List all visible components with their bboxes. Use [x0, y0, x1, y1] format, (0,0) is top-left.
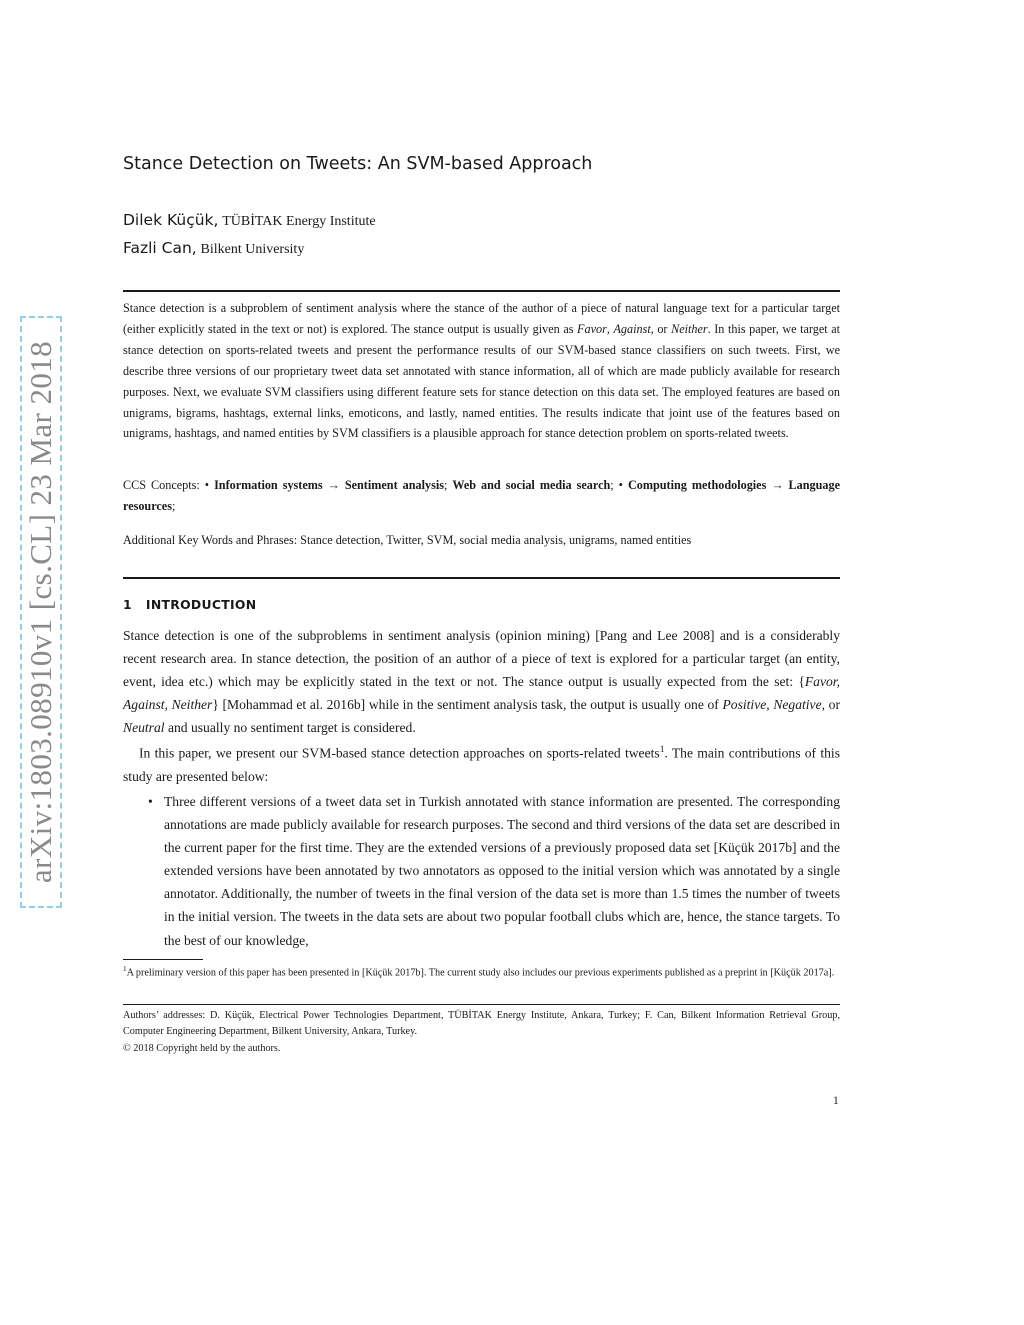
keywords: Additional Key Words and Phrases: Stance detection, Twitter, SVM, social media analysis, unigrams, named entities: [123, 533, 692, 547]
footnote-divider: [123, 959, 203, 960]
section-heading: [123, 597, 256, 612]
bottom-rule: [123, 577, 840, 579]
section-title: INTRODUCTION: [145, 597, 257, 612]
list-item: Three different versions of a tweet data set in Turkish annotated with stance information are presented. The corresponding annotations are made publicly available for research purposes. The second and third versions of the data set are described in the current paper for the first time. They are the extended versions of a previously proposed data set [Küçük 2017b] and the extended versions have been annotated by two annotators as opposed to the initial version which was annotated by a single annotator. Additionally, the number of tweets in the final version of the data set is more than 1.5 times the number of tweets in the initial version. The tweets in the data sets are about two popular football clubs which are, hence, the stance targets. To the best of our knowledge,: [164, 794, 840, 948]
authors-addresses: Authors’ addresses: D. Küçük, Electrical Power Technologies Department, TÜBİTAK Energy Institute, Ankara, Turkey; F. Can, Bilkent Information Retrieval Group, Computer Engineering Department, Bilkent University, Ankara, Turkey.: [123, 1010, 840, 1037]
paper-title: Stance Detection on Tweets: An SVM-based Approach: [123, 154, 593, 174]
paragraph-2: In this paper, we present our SVM-based stance detection approaches on sports-related tweets$^1$. The main contributions of this study are presented below:: [123, 745, 840, 784]
top-rule: [123, 290, 840, 292]
footnote-ref[interactable]: 1: [659, 745, 665, 755]
footnote: $^1$A preliminary version of this paper has been presented in [Küçük 2017b]. The current study also includes our previous experiments published as a preprint in [Küçük 2017a].: [123, 965, 835, 979]
addresses-divider: [123, 1004, 840, 1005]
ccs-concepts: CCS Concepts: • Information systems → Sentiment analysis; Web and social media search; • Computing methodologies → Language resources;: [123, 478, 840, 513]
copyright-notice: © 2018 Copyright held by the authors.: [123, 1043, 281, 1054]
arxiv-identifier: arXiv:1803.08910v1 [cs.CL] 23 Mar 2018: [23, 340, 58, 884]
author-2: [123, 239, 304, 258]
author-1: [123, 211, 376, 230]
author-name: Dilek Küçük,: [123, 211, 219, 229]
section-number: 1: [123, 597, 132, 612]
author-name: Fazli Can,: [123, 239, 197, 257]
bullet-icon: •: [148, 794, 153, 809]
page-number: 1: [833, 1095, 839, 1107]
author-affiliation: Bilkent University: [200, 242, 305, 257]
paragraph-1: Stance detection is one of the subproblems in sentiment analysis (opinion mining) [Pang and Lee 2008] and is a considerably recent research area. In stance detection, the position of an author of a piece of text is explored for a particular target (an entity, event, idea etc.) which may be explicitly stated in the text or not. The stance output is usually expected from the set: {Favor, Against, Neither} [Mohammad et al. 2016b] while in the sentiment analysis task, the output is usually one of Positive, Negative, or Neutral and usually no sentiment target is considered.: [123, 628, 841, 736]
abstract: Stance detection is a subproblem of sentiment analysis where the stance of the author of a piece of natural language text for a particular target (either explicitly stated in the text or not) is explored. The stance output is usually given as Favor, Against, or Neither. In this paper, we target at stance detection on sports-related tweets and present the performance results of our SVM-based stance classifiers on such tweets. First, we describe three versions of our proprietary tweet data set annotated with stance information, all of which are made publicly available for research purposes. Next, we evaluate SVM classifiers using different feature sets for stance detection on this data set. The employed features are based on unigrams, bigrams, hashtags, external links, emoticons, and lastly, named entities. The results indicate that joint use of the features based on unigrams, hashtags, and named entities by SVM classifiers is a plausible approach for stance detection problem on sports-related tweets.: [123, 301, 840, 441]
author-affiliation: TÜBİTAK Energy Institute: [222, 214, 376, 229]
